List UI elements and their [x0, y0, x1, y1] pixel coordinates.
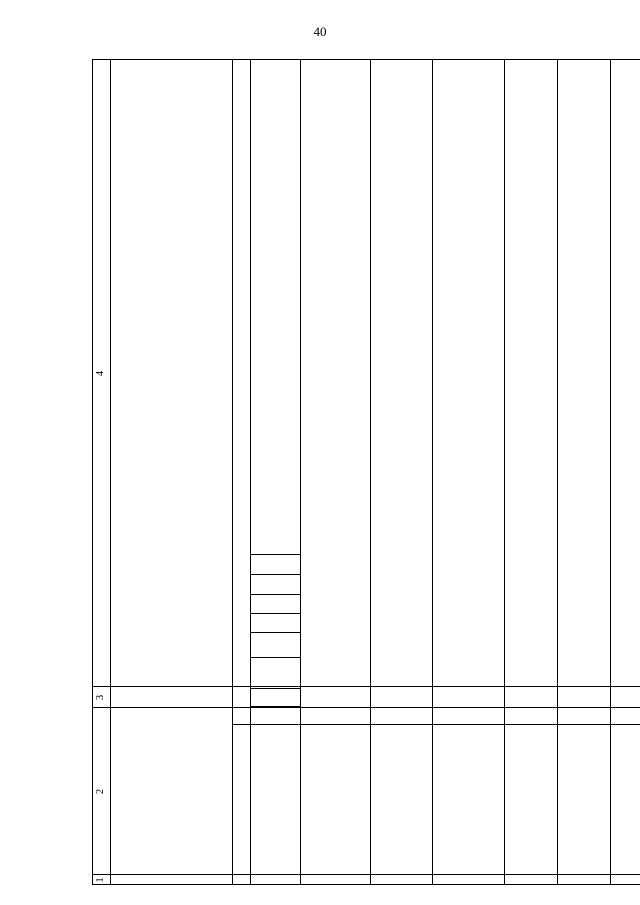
rotated-table: [92, 59, 452, 885]
col-header-2: 2: [95, 788, 106, 795]
col-header-1: 1: [95, 877, 106, 883]
page-number: 40: [313, 24, 327, 39]
col-header-3: 3: [95, 694, 106, 701]
col-header-4: 4: [95, 370, 106, 377]
